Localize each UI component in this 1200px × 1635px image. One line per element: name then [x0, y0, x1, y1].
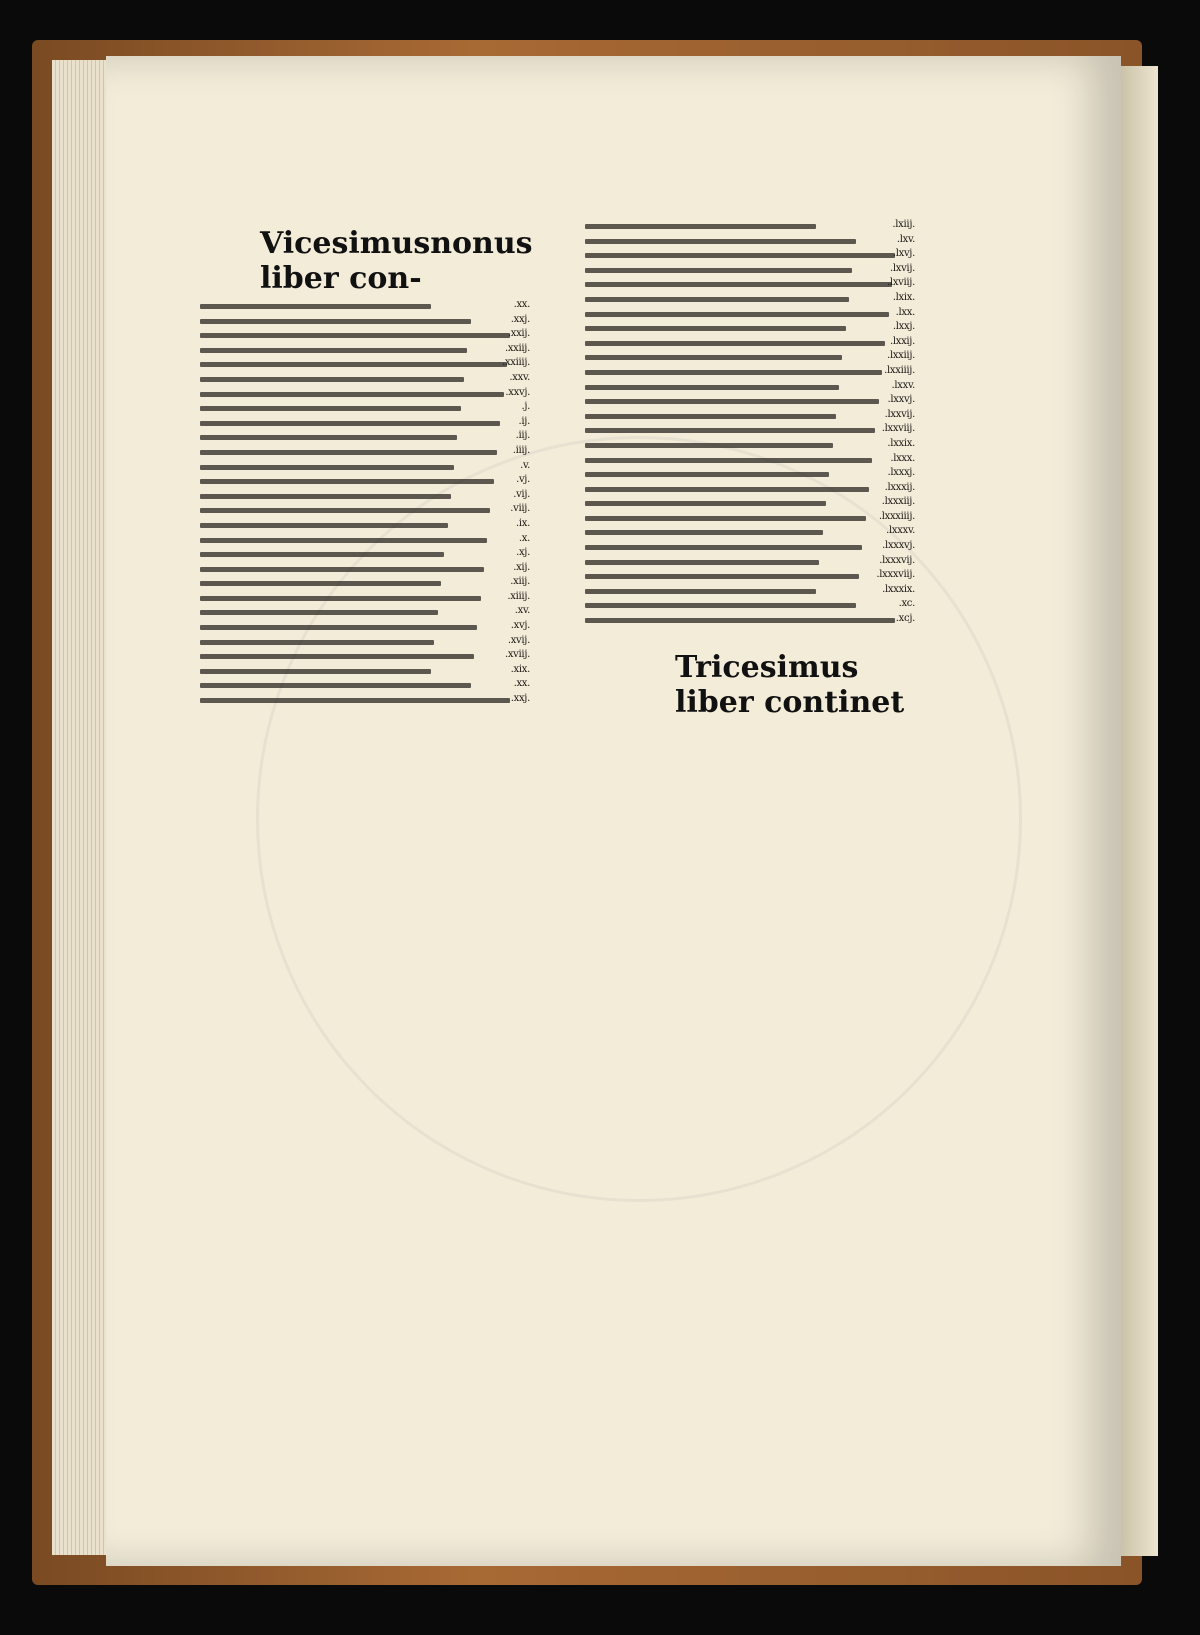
left-toc-numeral: .xxj.	[510, 313, 530, 325]
right-toc-numeral: .lxviij.	[887, 277, 915, 289]
right-toc-numeral: .lxxxvij.	[879, 554, 915, 566]
left-toc-text	[200, 494, 451, 499]
left-toc-line	[200, 402, 530, 414]
right-toc-text	[585, 282, 892, 287]
right-toc-line	[585, 483, 915, 495]
right-toc-numeral: .lxxxv.	[886, 525, 915, 537]
left-toc-numeral: .xvij.	[507, 634, 530, 646]
left-toc-line	[200, 636, 530, 648]
right-toc-numeral: .lxxxj.	[887, 467, 915, 479]
left-toc-numeral: .xviij.	[504, 649, 530, 661]
left-heading: Vicesimusnonus liber con-	[260, 226, 533, 296]
left-toc-text	[200, 538, 487, 543]
left-toc-line	[200, 577, 530, 589]
left-toc-numeral: .viij.	[510, 503, 530, 515]
left-toc-numeral: .x.	[518, 532, 530, 544]
right-toc-line	[585, 556, 915, 568]
right-toc-text	[585, 501, 826, 506]
right-toc-line	[585, 322, 915, 334]
left-toc-text	[200, 333, 510, 338]
left-toc-text	[200, 698, 510, 703]
left-toc-line	[200, 417, 530, 429]
left-toc-numeral: .xij.	[513, 561, 530, 573]
left-toc-numeral: .xxiiij.	[502, 357, 530, 369]
left-toc-numeral: .xxv.	[509, 371, 530, 383]
right-toc-text	[585, 224, 816, 229]
left-toc-numeral: .xj.	[516, 547, 530, 559]
left-toc-line	[200, 388, 530, 400]
right-toc-line	[585, 293, 915, 305]
left-toc-line	[200, 592, 530, 604]
left-toc-numeral: .xxj.	[510, 693, 530, 705]
right-toc-line	[585, 454, 915, 466]
right-toc-text	[585, 326, 846, 331]
right-toc-numeral: .lxxvij.	[884, 408, 915, 420]
right-toc-text	[585, 253, 895, 258]
left-toc-text	[200, 362, 507, 367]
right-toc-numeral: .lxxvj.	[887, 394, 915, 406]
facing-page	[1118, 66, 1158, 1556]
right-toc-text	[585, 297, 849, 302]
left-toc-numeral: .ij.	[518, 415, 530, 427]
left-toc-text	[200, 435, 457, 440]
left-toc-numeral: .ix.	[516, 517, 530, 529]
right-toc-text	[585, 458, 872, 463]
left-toc-text	[200, 479, 494, 484]
right-toc-numeral: .lxxxij.	[884, 481, 915, 493]
right-column	[585, 220, 915, 724]
left-toc-text	[200, 450, 497, 455]
left-toc-text	[200, 392, 504, 397]
right-toc-text	[585, 560, 819, 565]
right-toc-line	[585, 249, 915, 261]
left-toc-line	[200, 344, 530, 356]
left-toc-text	[200, 406, 461, 411]
right-toc-line	[585, 614, 915, 626]
right-toc-line	[585, 220, 915, 232]
left-toc-line	[200, 475, 530, 487]
left-toc-numeral: .xiiij.	[507, 590, 530, 602]
right-toc-line	[585, 278, 915, 290]
right-toc-text	[585, 239, 856, 244]
right-toc-text	[585, 530, 823, 535]
left-toc-text	[200, 596, 481, 601]
right-toc-line	[585, 410, 915, 422]
right-toc-text	[585, 399, 879, 404]
left-toc-text	[200, 421, 500, 426]
left-toc-line	[200, 548, 530, 560]
right-toc-line	[585, 395, 915, 407]
left-toc-numeral: .xx.	[513, 299, 530, 310]
right-toc-numeral: .lxxxvj.	[882, 540, 915, 552]
right-toc-numeral: .xcj.	[895, 613, 915, 625]
left-column	[200, 220, 533, 709]
left-toc-line	[200, 329, 530, 341]
right-toc-line	[585, 381, 915, 393]
right-toc-line	[585, 570, 915, 582]
left-toc-numeral: .xiij.	[510, 576, 530, 588]
left-toc-text	[200, 377, 464, 382]
right-toc-text	[585, 516, 866, 521]
left-toc-line	[200, 665, 530, 677]
right-toc-numeral: .lxvj.	[892, 248, 915, 260]
left-toc-line	[200, 534, 530, 546]
right-toc-text	[585, 370, 882, 375]
right-toc-numeral: .lxx.	[895, 306, 915, 318]
right-toc-numeral: .lxvij.	[889, 262, 915, 274]
left-toc-line	[200, 373, 530, 385]
right-toc-line	[585, 512, 915, 524]
left-toc-line	[200, 563, 530, 575]
right-toc-numeral: .lxxj.	[892, 321, 915, 333]
left-toc-numeral: .iij.	[515, 430, 530, 442]
left-toc-numeral: .xxij.	[507, 328, 530, 340]
page-edges	[52, 60, 112, 1555]
right-toc-text	[585, 355, 842, 360]
left-toc-numeral: .v.	[520, 459, 530, 471]
left-toc-text	[200, 508, 490, 513]
right-toc-numeral: .lxxviij.	[881, 423, 915, 435]
right-toc-text	[585, 268, 852, 273]
left-toc-numeral: .vij.	[513, 488, 530, 500]
left-toc-line	[200, 621, 530, 633]
right-toc-numeral: .lxxij.	[889, 335, 915, 347]
right-toc-text	[585, 618, 895, 623]
left-toc-text	[200, 304, 431, 309]
right-toc-line	[585, 366, 915, 378]
right-toc-line	[585, 468, 915, 480]
left-toc-text	[200, 683, 471, 688]
right-toc-text	[585, 472, 829, 477]
right-toc-numeral: .lxxiij.	[887, 350, 915, 362]
right-toc-text	[585, 428, 875, 433]
left-toc-line	[200, 606, 530, 618]
left-toc-numeral: .j.	[521, 401, 530, 413]
right-toc-numeral: .lxv.	[896, 233, 915, 245]
right-toc-text	[585, 487, 869, 492]
left-toc-numeral: .xxiij.	[504, 342, 530, 354]
left-toc-line	[200, 694, 530, 706]
right-toc-text	[585, 341, 885, 346]
left-toc-numeral: .iiij.	[512, 444, 530, 456]
right-toc-text	[585, 443, 833, 448]
left-toc-line	[200, 650, 530, 662]
right-toc-numeral: .lxxxiiij.	[878, 510, 915, 522]
right-toc-line	[585, 599, 915, 611]
left-toc-text	[200, 654, 474, 659]
left-toc-text	[200, 610, 438, 615]
right-toc-line	[585, 526, 915, 538]
left-toc-text	[200, 552, 444, 557]
left-toc-text	[200, 640, 434, 645]
left-toc-line	[200, 519, 530, 531]
right-toc-text	[585, 589, 816, 594]
left-toc-numeral: .xvj.	[510, 620, 530, 632]
right-toc-numeral: .lxxix.	[887, 437, 915, 449]
right-toc-line	[585, 497, 915, 509]
right-toc-text	[585, 414, 836, 419]
left-toc-text	[200, 625, 477, 630]
right-toc-line	[585, 541, 915, 553]
right-toc-line	[585, 235, 915, 247]
left-toc-text	[200, 348, 467, 353]
right-toc-text	[585, 603, 856, 608]
right-toc-numeral: .xc.	[898, 598, 915, 610]
right-toc-numeral: .lxxxviij.	[876, 569, 915, 581]
right-toc-numeral: .lxxxiij.	[881, 496, 915, 508]
left-toc-numeral: .vj.	[516, 474, 530, 486]
left-toc-numeral: .xxvj.	[505, 386, 530, 398]
right-toc-text	[585, 312, 889, 317]
right-toc-text	[585, 385, 839, 390]
right-toc-line	[585, 264, 915, 276]
right-toc-numeral: .lxxv.	[891, 379, 915, 391]
right-toc-numeral: .lxxxix.	[882, 583, 915, 595]
right-toc-line	[585, 424, 915, 436]
left-toc-line	[200, 461, 530, 473]
left-toc-text	[200, 465, 454, 470]
right-toc-line	[585, 308, 915, 320]
left-toc-line	[200, 315, 530, 327]
right-heading: Tricesimus liber continet	[675, 650, 905, 721]
left-toc-text	[200, 567, 484, 572]
right-toc-numeral: .lxxiiij.	[884, 364, 915, 376]
right-toc-line	[585, 585, 915, 597]
left-toc-text	[200, 669, 431, 674]
right-toc-numeral: .lxix.	[892, 291, 915, 303]
left-toc-text	[200, 319, 471, 324]
left-toc-numeral: .xix.	[510, 663, 530, 675]
right-toc-numeral: .lxiij.	[892, 219, 915, 230]
right-toc-line	[585, 351, 915, 363]
right-toc-text	[585, 545, 862, 550]
left-toc-line	[200, 431, 530, 443]
left-toc-line	[200, 679, 530, 691]
left-toc-line	[200, 300, 530, 312]
left-toc-line	[200, 490, 530, 502]
left-toc-text	[200, 581, 441, 586]
left-toc-numeral: .xx.	[513, 678, 530, 690]
left-toc-text	[200, 523, 448, 528]
right-toc-numeral: .lxxx.	[890, 452, 915, 464]
left-toc-line	[200, 446, 530, 458]
right-toc-text	[585, 574, 859, 579]
right-toc-line	[585, 439, 915, 451]
left-toc-line	[200, 358, 530, 370]
left-toc-numeral: .xv.	[514, 605, 530, 617]
left-toc-line	[200, 504, 530, 516]
right-toc-line	[585, 337, 915, 349]
